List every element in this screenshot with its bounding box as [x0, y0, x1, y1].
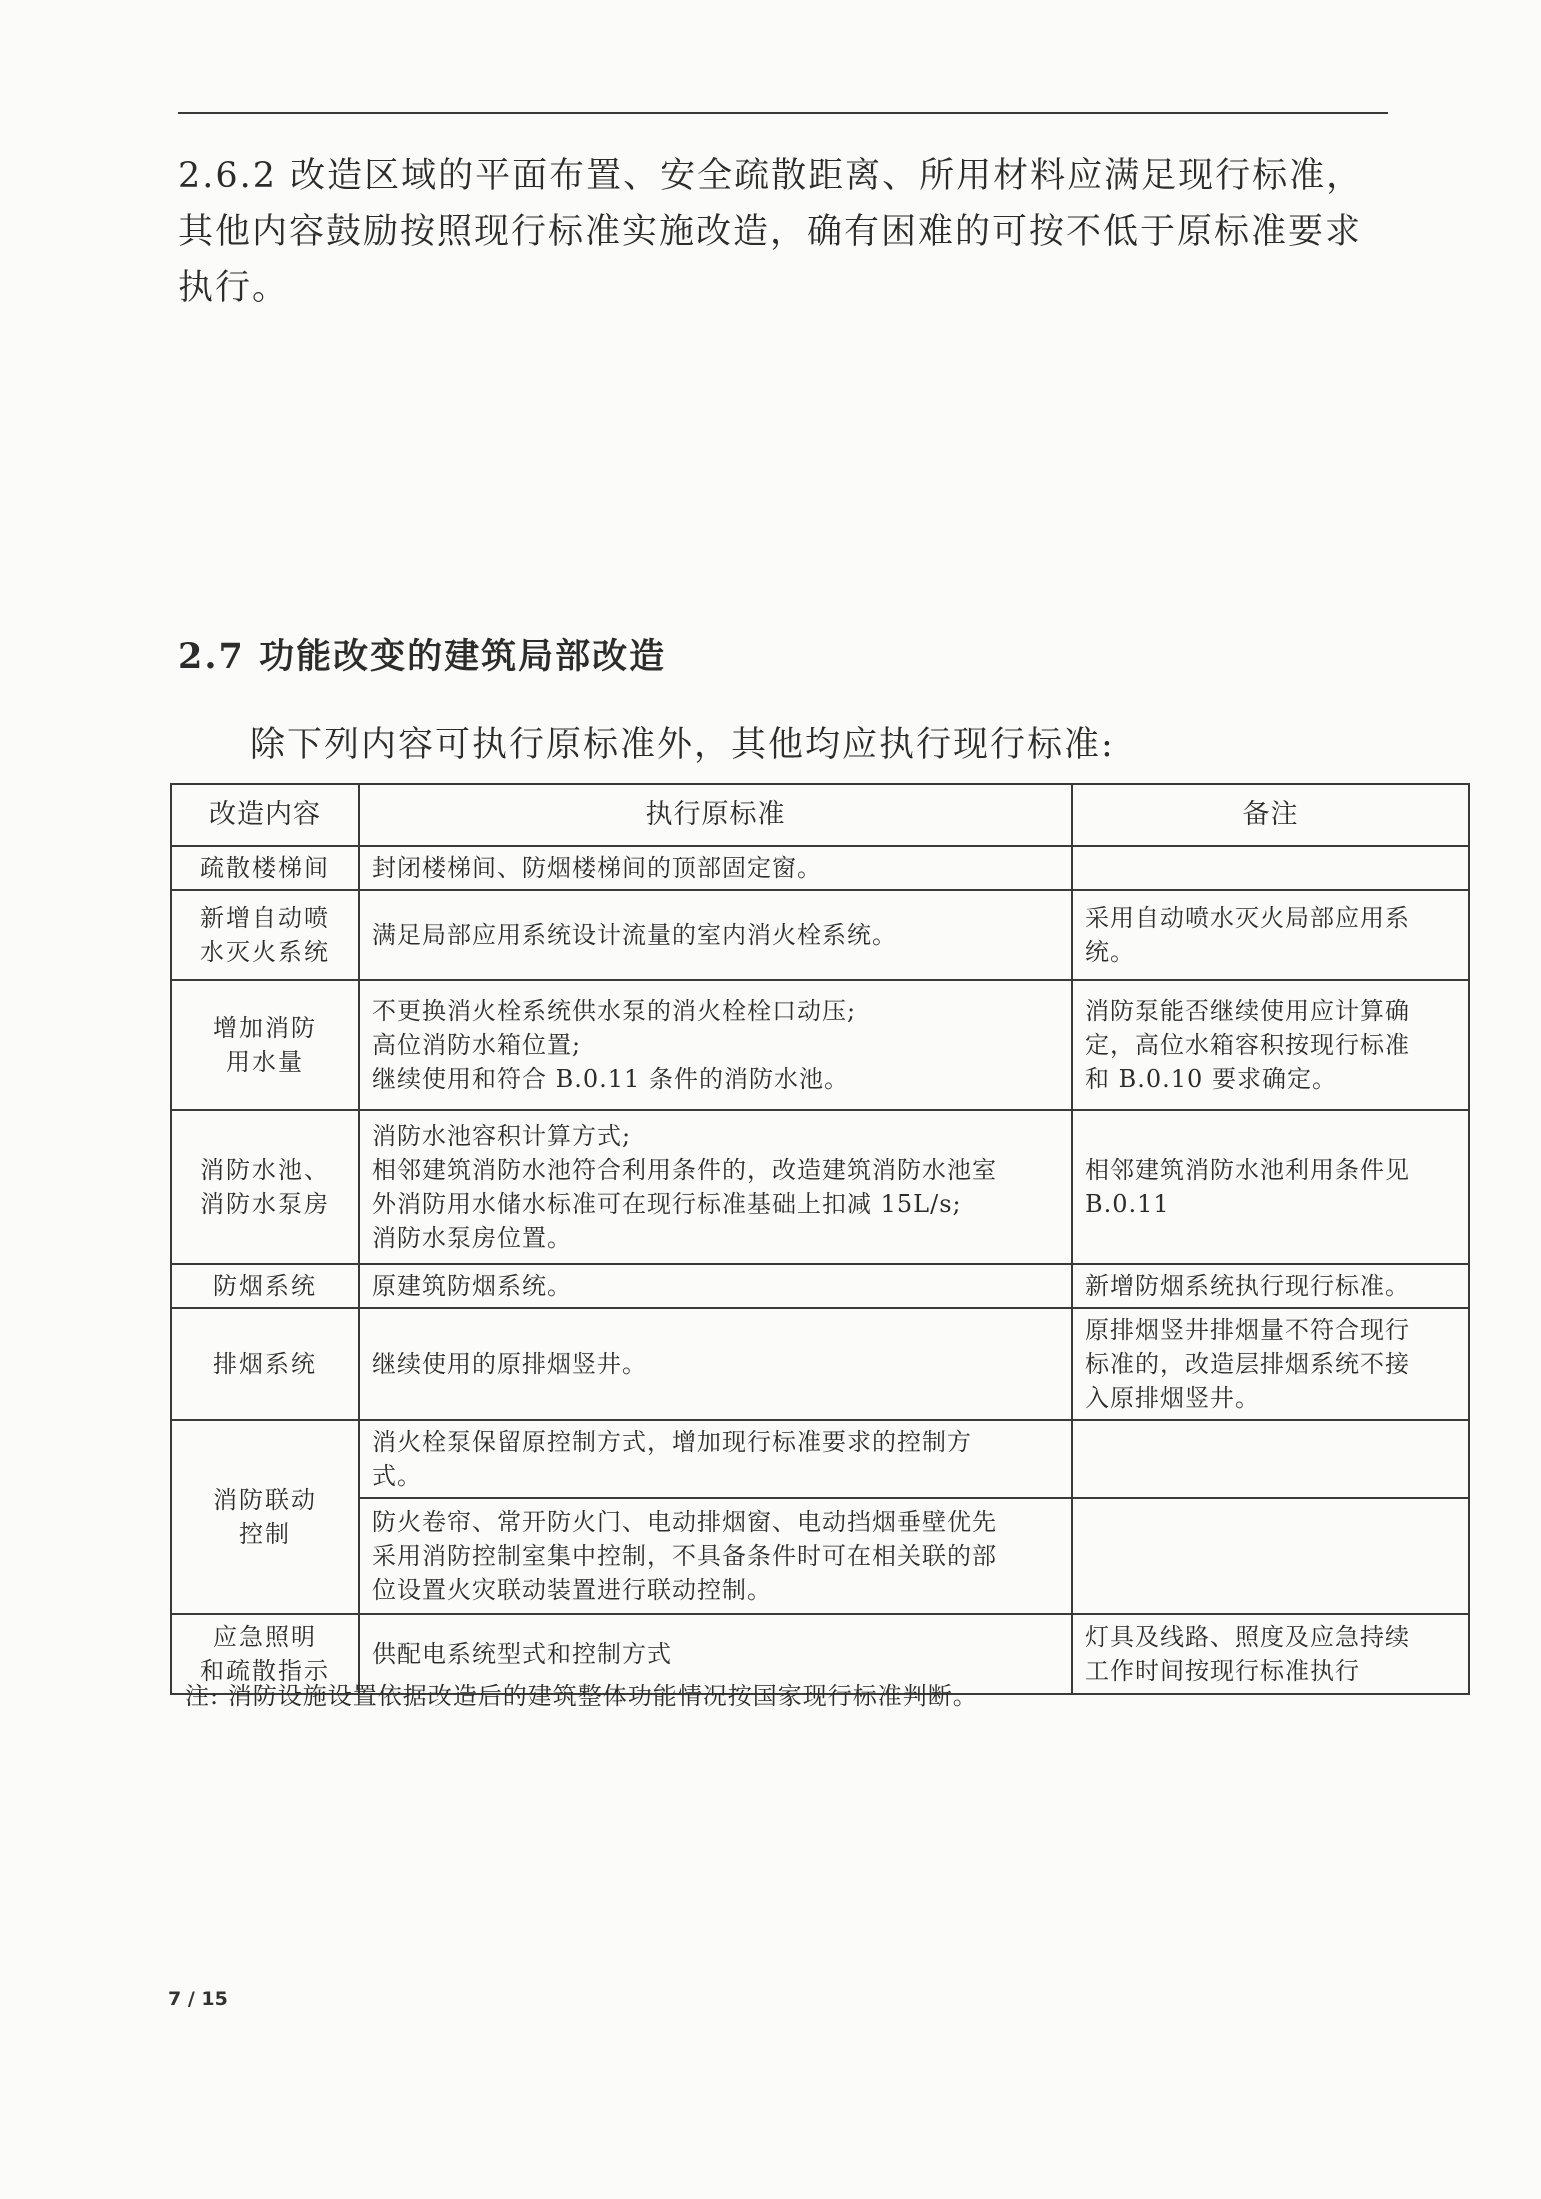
standard-cell	[359, 1308, 1072, 1420]
cell-line: 不更换消火栓系统供水泵的消火栓栓口动压;	[372, 997, 857, 1025]
table-row	[171, 1498, 1469, 1614]
table-row	[171, 1264, 1469, 1308]
header-rule	[178, 112, 1388, 114]
section-heading: 2.7 功能改变的建筑局部改造	[178, 636, 667, 677]
section-2-6-2-paragraph	[178, 148, 1378, 316]
fire-standard-table	[170, 783, 1470, 1695]
standard-cell	[359, 846, 1072, 890]
cell-line: 水灭火系统	[200, 938, 330, 966]
column-header: 执行原标准	[359, 784, 1072, 846]
cell-line: 消防水池容积计算方式;	[372, 1122, 632, 1150]
table-row	[171, 1420, 1469, 1498]
item-cell	[171, 890, 359, 980]
cell-line: 应急照明	[213, 1623, 317, 1651]
table-header-row	[171, 784, 1469, 846]
standard-cell	[359, 1264, 1072, 1308]
cell-line: 位设置火灾联动装置进行联动控制。	[372, 1576, 772, 1604]
remark-cell	[1072, 980, 1469, 1110]
table-row	[171, 1308, 1469, 1420]
remark-cell	[1072, 1264, 1469, 1308]
table-row	[171, 890, 1469, 980]
remark-cell	[1072, 890, 1469, 980]
standard-cell	[359, 1498, 1072, 1614]
cell-line: 原建筑防烟系统。	[372, 1272, 572, 1300]
paragraph-line: 执行。	[178, 268, 290, 308]
remark-cell	[1072, 1614, 1469, 1694]
table-row	[171, 1110, 1469, 1264]
cell-line: 相邻建筑消防水池符合利用条件的，改造建筑消防水池室	[372, 1156, 997, 1184]
cell-line: 灯具及线路、照度及应急持续	[1085, 1623, 1410, 1651]
table-note: 注: 消防设施设置依据改造后的建筑整体功能情况按国家现行标准判断。	[185, 1682, 978, 1710]
cell-line: 防烟系统	[213, 1272, 317, 1300]
remark-cell	[1072, 1110, 1469, 1264]
cell-line: 疏散楼梯间	[200, 854, 330, 882]
cell-line: 消防水泵房	[200, 1190, 330, 1218]
cell-line: 增加消防	[213, 1014, 317, 1042]
cell-line: 防火卷帘、常开防火门、电动排烟窗、电动挡烟垂壁优先	[372, 1508, 997, 1536]
standard-cell	[359, 1420, 1072, 1498]
remark-cell	[1072, 846, 1469, 890]
cell-line: 统。	[1085, 938, 1135, 966]
column-header: 备注	[1072, 784, 1469, 846]
remark-cell	[1072, 1308, 1469, 1420]
cell-line: B.0.11	[1085, 1190, 1170, 1218]
remark-cell	[1072, 1498, 1469, 1614]
paragraph-line: 2.6.2 改造区域的平面布置、安全疏散距离、所用材料应满足现行标准，	[178, 156, 1364, 196]
cell-line: 新增自动喷	[200, 904, 330, 932]
standard-cell	[359, 890, 1072, 980]
cell-line: 消防联动	[213, 1486, 317, 1514]
cell-line: 继续使用的原排烟竖井。	[372, 1350, 647, 1378]
remark-cell	[1072, 1420, 1469, 1498]
cell-line: 采用自动喷水灭火局部应用系	[1085, 904, 1410, 932]
standard-cell	[359, 1110, 1072, 1264]
table-row	[171, 846, 1469, 890]
column-header: 改造内容	[171, 784, 359, 846]
cell-line: 消防泵能否继续使用应计算确	[1085, 997, 1410, 1025]
cell-line: 消防水池、	[200, 1156, 330, 1184]
cell-line: 控制	[239, 1520, 291, 1548]
item-cell	[171, 846, 359, 890]
cell-line: 原排烟竖井排烟量不符合现行	[1085, 1316, 1410, 1344]
cell-line: 入原排烟竖井。	[1085, 1384, 1260, 1412]
cell-line: 高位消防水箱位置;	[372, 1031, 582, 1059]
item-cell	[171, 1110, 359, 1264]
cell-line: 满足局部应用系统设计流量的室内消火栓系统。	[372, 921, 897, 949]
cell-line: 供配电系统型式和控制方式	[372, 1640, 672, 1668]
cell-line: 和疏散指示	[200, 1657, 330, 1685]
cell-line: 相邻建筑消防水池利用条件见	[1085, 1156, 1410, 1184]
cell-line: 排烟系统	[213, 1350, 317, 1378]
cell-line: 用水量	[226, 1048, 304, 1076]
cell-line: 消火栓泵保留原控制方式，增加现行标准要求的控制方	[372, 1428, 972, 1456]
cell-line: 新增防烟系统执行现行标准。	[1085, 1272, 1410, 1300]
page-number: 7 / 15	[168, 1988, 228, 2010]
cell-line: 工作时间按现行标准执行	[1085, 1657, 1360, 1685]
cell-line: 和 B.0.10 要求确定。	[1085, 1065, 1337, 1093]
cell-line: 采用消防控制室集中控制，不具备条件时可在相关联的部	[372, 1542, 997, 1570]
cell-line: 式。	[372, 1462, 422, 1490]
cell-line: 消防水泵房位置。	[372, 1224, 572, 1252]
cell-line: 封闭楼梯间、防烟楼梯间的顶部固定窗。	[372, 854, 822, 882]
cell-line: 继续使用和符合 B.0.11 条件的消防水池。	[372, 1065, 849, 1093]
table-row	[171, 980, 1469, 1110]
item-cell	[171, 1420, 359, 1614]
cell-line: 外消防用水储水标准可在现行标准基础上扣减 15L/s;	[372, 1190, 962, 1218]
cell-line: 标准的，改造层排烟系统不接	[1085, 1350, 1410, 1378]
item-cell	[171, 1264, 359, 1308]
item-cell	[171, 980, 359, 1110]
cell-line: 定，高位水箱容积按现行标准	[1085, 1031, 1410, 1059]
section-intro: 除下列内容可执行原标准外，其他均应执行现行标准:	[250, 725, 1115, 765]
item-cell	[171, 1308, 359, 1420]
standard-cell	[359, 980, 1072, 1110]
paragraph-line: 其他内容鼓励按照现行标准实施改造，确有困难的可按不低于原标准要求	[178, 212, 1363, 252]
